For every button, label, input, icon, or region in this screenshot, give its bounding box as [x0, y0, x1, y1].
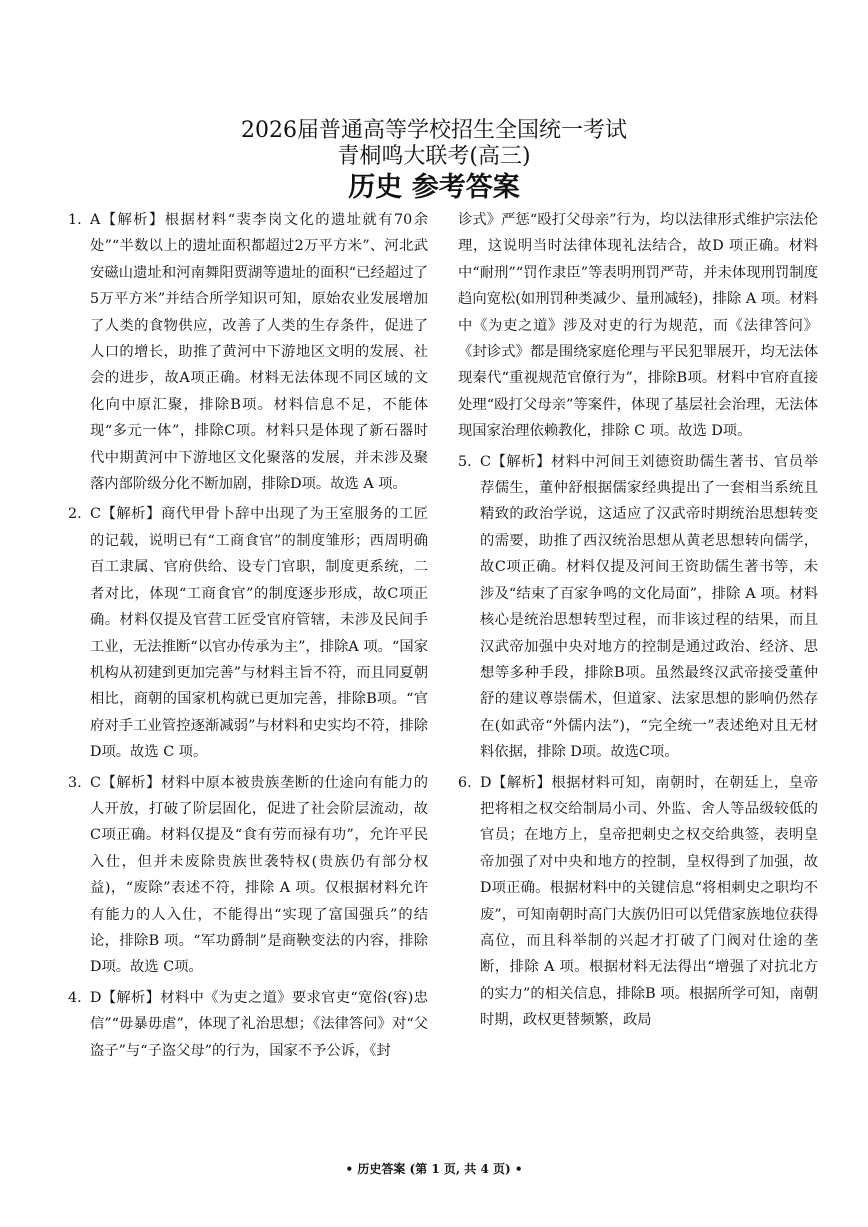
- answer-text: C【解析】商代甲骨卜辞中出现了为王室服务的工匠的记载，说明已有“工商食官”的制度雏形；西周明确百工隶属、官府供给、设专门官职，制度更系统，二者对比，体现“工商食官”的制度逐步形成，故C项正确。材料仅提及官营工匠受官府管辖，未涉及民间手工业，无法推断“以官办传承为主”，排除A 项。“国家机构从初建到更加完善”与材料主旨不符，而且同夏朝相比，商朝的国家机构就已更加完善，排除B项。“官府对手工业管控逐渐减弱”与材料和史实均不符，排除D项。故选 C 项。: [90, 506, 428, 761]
- answer-text: D【解析】材料中《为吏之道》要求官吏“宽俗(容)忠信”“毋暴毋虐”，体现了礼治思想；《法律答问》对“父盗子”与“子盗父母”的行为，国家不予公诉，《封: [90, 989, 428, 1059]
- answer-number: 3.: [68, 774, 82, 791]
- answer-item-4: [68, 985, 428, 1064]
- left-column: [68, 207, 428, 1068]
- answer-number: 6.: [458, 774, 472, 791]
- answer-number: 2.: [68, 506, 82, 523]
- answer-number: 1.: [68, 212, 82, 228]
- answer-item-3: [68, 770, 428, 981]
- right-column: [458, 207, 818, 1038]
- answer-item-6: [458, 770, 818, 1034]
- answer-text: D【解析】根据材料可知，南朝时，在朝廷上，皇帝把将相之权交给制局小司、外监、舍人等品级较低的官员；在地方上，皇帝把刺史之权交给典签，表明皇帝加强了对中央和地方的控制，皇权得到了加强，故D项正确。根据材料中的关键信息“将相刺史之职均不废”，可知南朝时高门大族仍旧可以凭借家族地位获得高位，而且科举制的兴起才打破了门阀对仕途的垄断，排除 A 项。根据材料无法得出“增强了对抗北方的实力”的相关信息，排除B 项。根据所学可知，南朝时期，政权更替频繁，政局: [480, 774, 818, 1029]
- answer-text: A【解析】根据材料“裴李岗文化的遗址就有70余处”“半数以上的遗址面积都超过2万平方米”、河北武安磁山遗址和河南舞阳贾湖等遗址的面积“已经超过了5万平方米”并结合所学知识可知，原始农业发展增加了人类的食物供应，改善了人类的生存条件，促进了人口的增长，助推了黄河中下游地区文明的发展、社会的进步，故A项正确。材料无法体现不同区域的文化向中原汇聚，排除B项。材料信息不足，不能体现“多元一体”，排除C项。材料只是体现了新石器时代中期黄河中下游地区文化聚落的发展，并未涉及聚落内部阶级分化不断加剧，排除D项。故选 A 项。: [90, 212, 428, 493]
- answer-text: C【解析】材料中河间王刘德资助儒生著书、官员举荐儒生，董仲舒根据儒家经典提出了一套相当系统且精致的政治学说，这适应了汉武帝时期统治思想转变的需要，助推了西汉统治思想从黄老思想转向儒学，故C项正确。材料仅提及河间王资助儒生著书等，未涉及“结束了百家争鸣的文化局面”，排除 A 项。材料核心是统治思想转型过程，而非该过程的结果，而且汉武帝加强中央对地方的控制是通过政治、经济、思想等多种手段，排除B项。虽然最终汉武帝接受董仲舒的建议尊崇儒术，但道家、法家思想的影响仍然存在(如武帝“外儒内法”)，“完全统一”表述绝对且无材料依据，排除 D项。故选C项。: [480, 453, 818, 761]
- answer-item-4-continued: [458, 207, 818, 445]
- answer-number: 4.: [68, 989, 82, 1006]
- page-footer: • 历史答案 (第 1 页, 共 4 页) •: [345, 1162, 523, 1176]
- answer-number: 5.: [458, 453, 472, 470]
- answer-text: C【解析】材料中原本被贵族垄断的仕途向有能力的人开放，打破了阶层固化，促进了社会阶层流动，故C项正确。材料仅提及“食有劳而禄有功”，允许平民入仕，但并未废除贵族世袭特权(贵族仍有部分权益)，“废除”表述不符，排除 A 项。仅根据材料允许有能力的人入仕，不能得出“实现了富国强兵”的结论，排除B 项。“军功爵制”是商鞅变法的内容，排除D项。故选 C项。: [90, 774, 428, 976]
- answer-item-5: [458, 449, 818, 766]
- exam-title: 2026届普通高等学校招生全国统一考试: [241, 118, 627, 143]
- exam-subtitle: 青桐鸣大联考(高三): [337, 144, 531, 169]
- subject-title: 历史 参考答案: [348, 172, 520, 203]
- answer-item-2: [68, 501, 428, 765]
- answer-text: 诊式》严惩“殴打父母亲”行为，均以法律形式维护宗法伦理，这说明当时法律体现礼法结合，故D 项正确。材料中“耐刑”“罚作隶臣”等表明刑罚严苛，并未体现刑罚制度趋向宽松(如刑罚种类减少、量刑减轻)，排除 A 项。材料中《为吏之道》涉及对吏的行为规范，而《法律答问》《封诊式》都是围绕家庭伦理与平民犯罪展开，均无法体现秦代“重视规范官僚行为”，排除B项。材料中官府直接处理“殴打父母亲”等案件，体现了基层社会治理，无法体现国家治理依赖教化，排除 C 项。故选 D项。: [458, 212, 818, 440]
- answer-item-1: [68, 207, 428, 497]
